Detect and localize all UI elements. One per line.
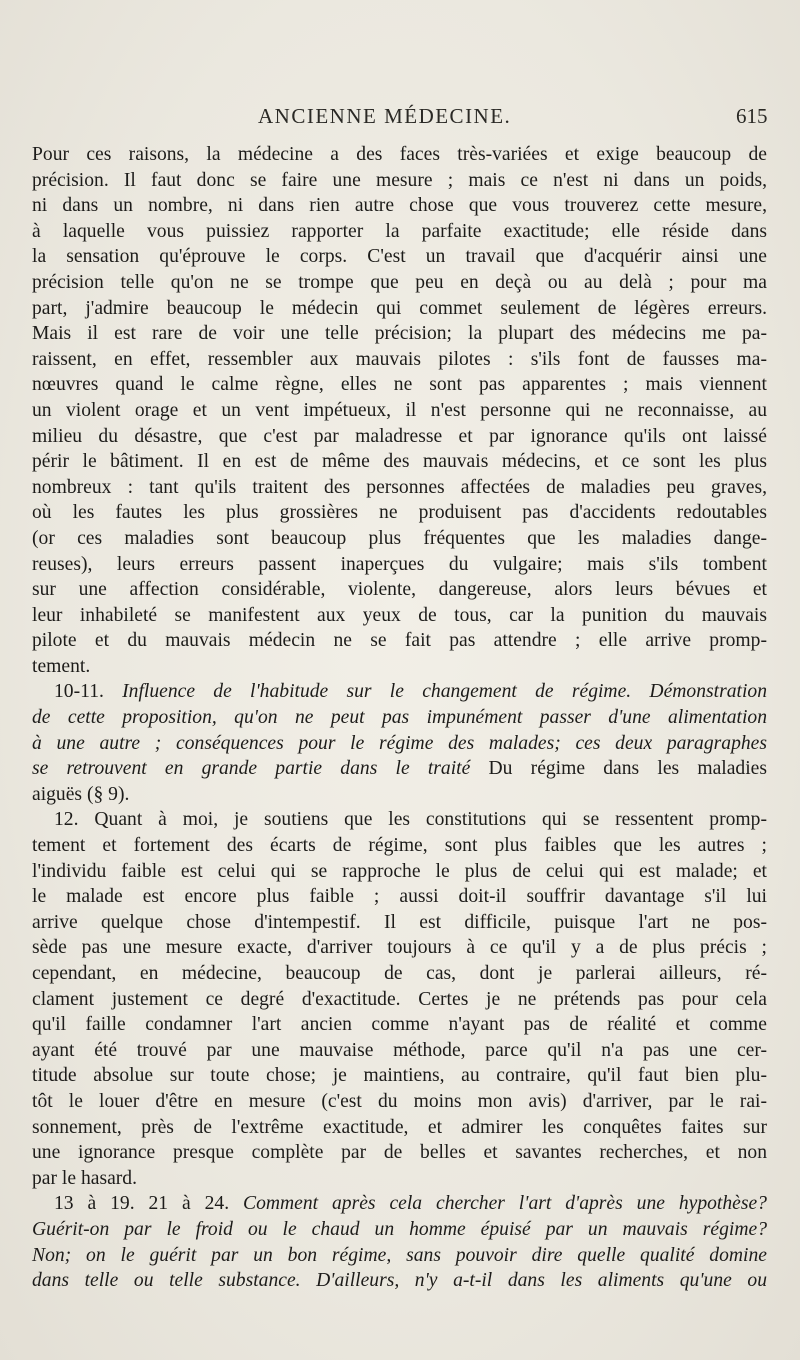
section-heading-text: Comment après cela chercher l'art d'après une hypothèse? [243, 1193, 767, 1215]
text-line: la sensation qu'éprouve le corps. C'est un travail que d'acquérir ainsi une [32, 246, 767, 268]
body-text [32, 142, 767, 1294]
section-heading-line [32, 756, 767, 782]
section-number: 10-11. [54, 681, 104, 703]
text-line: précision telle qu'on ne se trompe que peu en deçà ou au delà ; pour ma [32, 271, 767, 293]
text-line: cependant, en médecine, beaucoup de cas, dont je parlerai ailleurs, ré- [32, 963, 767, 984]
text-line: une ignorance presque complète par de belles et savantes recherches, et non [32, 1142, 767, 1164]
section-number: 13 à 19. 21 à 24. [54, 1193, 230, 1215]
text-line: nœuvres quand le calme règne, elles ne sont pas apparentes ; mais viennent [32, 374, 767, 396]
section-10-11-heading [32, 679, 767, 705]
treatise-title: Du régime dans les maladies [488, 758, 767, 780]
section-heading-line: Guérit-on par le froid ou le chaud un homme épuisé par un mauvais régime? [32, 1218, 767, 1240]
text-line: qu'il faille condamner l'art ancien comme n'ayant pas de réalité et comme [32, 1014, 767, 1036]
text-line: sède pas une mesure exacte, d'arriver toujours à ce qu'il y a de plus précis ; [32, 937, 767, 959]
text-line: Mais il est rare de voir une telle précision; la plupart des médecins me pa- [32, 323, 767, 345]
text-line: leur inhabileté se manifestent aux yeux de tous, car la punition du mauvais [32, 604, 767, 626]
text-line: par le hasard. [32, 1167, 137, 1189]
page-number: 615 [736, 104, 768, 128]
text-line: clament justement ce degré d'exactitude. Certes je ne prétends pas pour cela [32, 988, 767, 1010]
text-line: ni dans un nombre, ni dans rien autre chose que vous trouverez cette mesure, [32, 195, 767, 217]
text-line: pilote et du mauvais médecin ne se fait pas attendre ; elle arrive promp- [32, 630, 767, 652]
text-line: reuses), leurs erreurs passent inaperçues du vulgaire; mais s'ils tombent [32, 553, 767, 575]
text-line: sur une affection considérable, violente, dangereuse, alors leurs bévues et [32, 579, 767, 601]
text-line: tôt le louer d'être en mesure (c'est du moins mon avis) d'arriver, par le rai- [32, 1090, 767, 1112]
text-line: titude absolue sur toute chose; je maintiens, au contraire, qu'il faut bien plu- [32, 1065, 767, 1087]
text-line: périr le bâtiment. Il en est de même des mauvais médecins, et ce sont les plus [32, 451, 767, 473]
text-line: sonnement, près de l'extrême exactitude, et admirer les conquêtes faites sur [32, 1116, 767, 1138]
text-line: raissent, en effet, ressembler aux mauvais pilotes : s'ils font de fausses ma- [32, 348, 767, 370]
text-line: (or ces maladies sont beaucoup plus fréquentes que les maladies dange- [32, 527, 767, 549]
section-13-19-heading [32, 1191, 767, 1217]
text-line: nombreux : tant qu'ils traitent des personnes affectées de maladies peu graves, [32, 476, 767, 498]
section-heading-line: dans telle ou telle substance. D'ailleurs, n'y a-t-il dans les aliments qu'une ou [32, 1270, 767, 1292]
text-line: où les fautes les plus grossières ne produisent pas d'accidents redoutables [32, 502, 767, 524]
text-line: tement. [32, 655, 91, 677]
running-header [0, 104, 800, 134]
text-line: part, j'admire beaucoup le médecin qui commet seulement de légères erreurs. [32, 297, 767, 319]
text-line: à laquelle vous puissiez rapporter la parfaite exactitude; elle réside dans [32, 220, 767, 242]
text-line: arrive quelque chose d'intempestif. Il est difficile, puisque l'art ne pos- [32, 911, 767, 933]
section-heading-line: à une autre ; conséquences pour le régime des malades; ces deux paragraphes [32, 732, 767, 754]
section-number: 12. [54, 809, 79, 831]
section-12-first-line [32, 807, 767, 833]
text-line: milieu du désastre, que c'est par maladresse et par ignorance qu'ils ont laissé [32, 425, 767, 447]
section-heading-line: Non; on le guérit par un bon régime, sans pouvoir dire quelle qualité domine [32, 1244, 767, 1266]
text-line: l'individu faible est celui qui se rapproche le plus de celui qui est malade; et [32, 860, 767, 882]
text-line: le malade est encore plus faible ; aussi doit-il souffrir davantage s'il lui [32, 886, 767, 908]
section-heading-text: se retrouvent en grande partie dans le traité [32, 758, 471, 780]
text-line: précision. Il faut donc se faire une mesure ; mais ce n'est ni dans un poids, [32, 169, 767, 191]
running-title: ANCIENNE MÉDECINE. [258, 104, 512, 128]
section-heading-line: de cette proposition, qu'on ne peut pas impunément passer d'une alimentation [32, 707, 767, 729]
text-line: tement et fortement des écarts de régime, sont plus faibles que les autres ; [32, 835, 767, 857]
section-heading-text: Influence de l'habitude sur le changement de régime. Démonstration [122, 681, 767, 703]
section-reference: aiguës (§ 9). [32, 783, 130, 805]
paragraph-text: Quant à moi, je soutiens que les constitutions qui se ressentent promp- [94, 809, 767, 831]
text-line: Pour ces raisons, la médecine a des faces très-variées et exige beaucoup de [32, 144, 767, 165]
text-line: un violent orage et un vent impétueux, il n'est personne qui ne reconnaisse, au [32, 399, 767, 421]
text-line: ayant été trouvé par une mauvaise méthode, parce qu'il n'a pas une cer- [32, 1039, 767, 1061]
